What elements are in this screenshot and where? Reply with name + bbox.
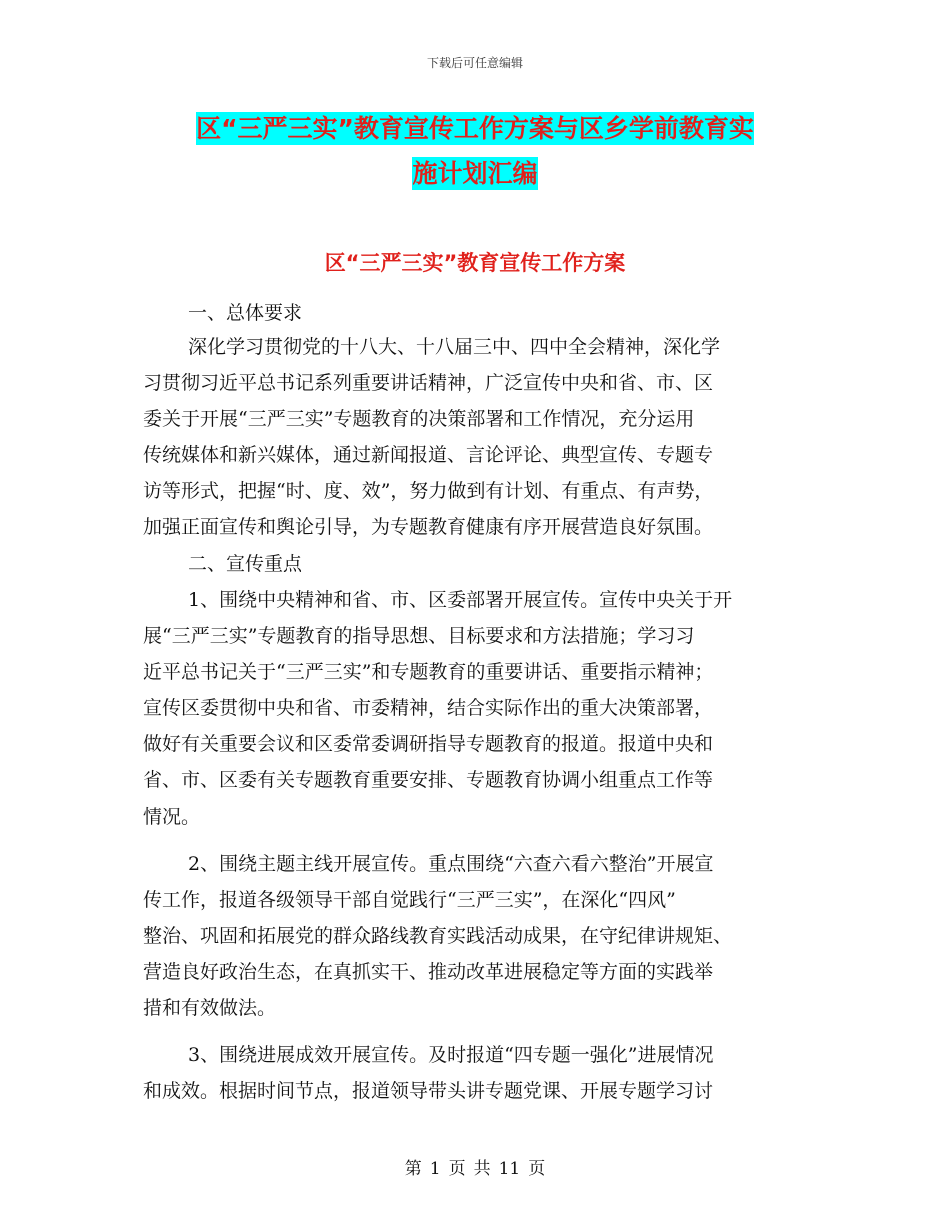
header-note: 下载后可任意编辑 — [426, 56, 523, 70]
footer-word-gong: 共 — [473, 1159, 491, 1179]
paragraph-line: 访等形式，把握“时、度、效”，努力做到有计划、有重点、有声势， — [143, 480, 714, 502]
paragraph-line: 情况。 — [143, 806, 201, 828]
paragraph-line: 委关于开展“三严三实”专题教育的决策部署和工作情况，充分运用 — [143, 408, 695, 430]
paragraph-line: 做好有关重要会议和区委常委调研指导专题教育的报道。报道中央和 — [143, 733, 714, 755]
main-title-line-2 — [0, 157, 950, 191]
section-title: 区“三严三实”教育宣传工作方案 — [324, 251, 626, 275]
paragraph-line: 展“三严三实”专题教育的指导思想、目标要求和方法措施；学习习 — [143, 625, 695, 647]
paragraph-line: 和成效。根据时间节点，报道领导带头讲专题党课、开展专题学习讨 — [143, 1080, 714, 1102]
paragraph-line: 加强正面宣传和舆论引导，为专题教育健康有序开展营造良好氛围。 — [143, 516, 714, 538]
paragraph-line: 2、围绕主题主线开展宣传。重点围绕“六查六看六整治”开展宣 — [188, 853, 714, 875]
footer-total-pages: 11 — [498, 1159, 521, 1179]
footer-word-ye-2: 页 — [528, 1159, 546, 1179]
paragraph-line: 宣传区委贯彻中央和省、市委精神，结合实际作出的重大决策部署， — [143, 697, 714, 719]
paragraph-line: 传统媒体和新兴媒体，通过新闻报道、言论评论、典型宣传、专题专 — [143, 444, 714, 466]
paragraph-line: 1、围绕中央精神和省、市、区委部署开展宣传。宣传中央关于开 — [188, 589, 733, 611]
paragraph-line: 习贯彻习近平总书记系列重要讲话精神，广泛宣传中央和省、市、区 — [143, 372, 714, 394]
paragraph-line: 措和有效做法。 — [143, 997, 277, 1019]
paragraph-line: 近平总书记关于“三严三实”和专题教育的重要讲话、重要指示精神； — [143, 661, 714, 683]
heading-publicity-focus: 二、宣传重点 — [188, 553, 303, 575]
paragraph-line: 传工作，报道各级领导干部自觉践行“三严三实”，在深化“四风” — [143, 889, 676, 911]
highlighted-title-text-1: 区“三严三实”教育宣传工作方案与区乡学前教育实 — [196, 114, 754, 143]
footer-page-number: 1 — [429, 1159, 441, 1179]
footer-word-ye: 页 — [448, 1159, 466, 1179]
paragraph-line: 整治、巩固和拓展党的群众路线教育实践活动成果，在守纪律讲规矩、 — [143, 925, 733, 947]
highlighted-title-text-2: 施计划汇编 — [412, 159, 538, 188]
paragraph-line: 深化学习贯彻党的十八大、十八届三中、四中全会精神，深化学 — [188, 336, 721, 358]
paragraph-line: 营造良好政治生态，在真抓实干、推动改革进展稳定等方面的实践举 — [143, 961, 714, 983]
page-footer — [0, 1154, 950, 1179]
paragraph-line: 3、围绕进展成效开展宣传。及时报道“四专题一强化”进展情况 — [188, 1044, 714, 1066]
paragraph-line: 省、市、区委有关专题教育重要安排、专题教育协调小组重点工作等 — [143, 769, 714, 791]
heading-general-requirements: 一、总体要求 — [188, 302, 303, 324]
footer-word-di: 第 — [404, 1159, 422, 1179]
main-title-line-1 — [0, 112, 950, 146]
